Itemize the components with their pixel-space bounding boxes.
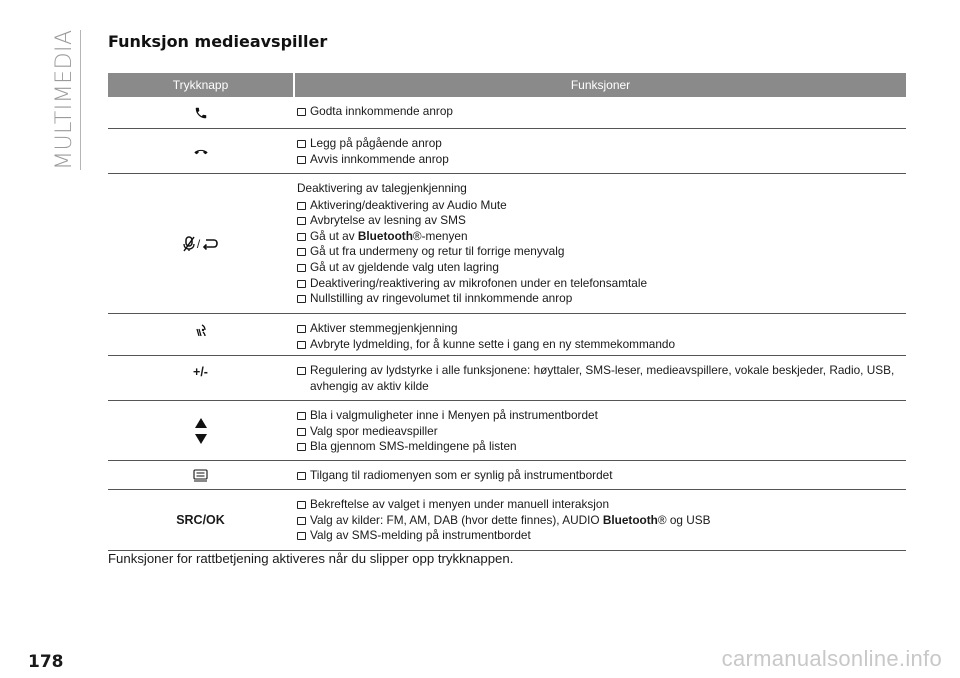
functions-cell	[293, 129, 906, 173]
table-row	[108, 461, 906, 490]
table-row	[108, 174, 906, 314]
functions-cell	[293, 401, 906, 460]
page-number: 178	[28, 652, 64, 672]
table-row	[108, 314, 906, 356]
mute-icon	[183, 236, 195, 252]
table-row	[108, 129, 906, 174]
src-ok-button-label: SRC/OK	[176, 513, 225, 527]
button-cell	[108, 490, 293, 550]
footnote: Funksjoner for rattbetjening aktiveres når du slipper opp trykknappen.	[108, 551, 514, 566]
separator: /	[196, 236, 201, 251]
bullet-icon	[297, 140, 306, 148]
bullet-icon	[297, 472, 306, 480]
list-item: Nullstilling av ringevolumet til innkommende anrop	[297, 291, 898, 307]
list-item: Gå ut av gjeldende valg uten lagring	[297, 260, 898, 276]
functions-cell	[293, 461, 906, 489]
bullet-icon	[297, 156, 306, 164]
phone-hangup-icon	[193, 146, 209, 156]
bullet-icon	[297, 295, 306, 303]
page-title: Funksjon medieavspiller	[108, 32, 328, 51]
functions-cell	[293, 490, 906, 550]
button-cell	[108, 356, 293, 400]
functions-cell	[293, 356, 906, 400]
watermark: carmanualsonline.info	[721, 646, 942, 671]
table-row	[108, 490, 906, 551]
volume-button-label: +/-	[193, 365, 208, 379]
back-icon	[202, 238, 218, 250]
row-intro: Deaktivering av talegjenkjenning	[297, 181, 467, 195]
button-cell	[108, 174, 293, 313]
bullet-icon	[297, 501, 306, 509]
button-cell	[108, 314, 293, 355]
bullet-icon	[297, 325, 306, 333]
bullet-icon	[297, 264, 306, 272]
bullet-icon	[297, 233, 306, 241]
functions-cell	[293, 314, 906, 355]
up-down-arrows-icon	[195, 418, 207, 444]
list-item: Bekreftelse av valget i menyen under manuell interaksjon	[297, 497, 898, 513]
header-button: Trykknapp	[172, 78, 229, 92]
table-row	[108, 97, 906, 129]
functions-cell	[293, 174, 906, 313]
bullet-icon	[297, 517, 306, 525]
bullet-icon	[297, 108, 306, 116]
functions-cell	[293, 97, 906, 128]
section-side-label: MULTIMEDIA	[52, 29, 77, 170]
button-cell	[108, 461, 293, 489]
list-item: Gå ut av Bluetooth®-menyen	[297, 229, 898, 245]
voice-command-icon	[194, 323, 208, 339]
list-item: Avvis innkommende anrop	[297, 152, 898, 168]
side-divider	[80, 30, 81, 170]
list-item: Bla gjennom SMS-meldingene på listen	[297, 439, 898, 455]
list-item: Valg spor medieavspiller	[297, 424, 898, 440]
table-row	[108, 356, 906, 401]
bullet-icon	[297, 532, 306, 540]
button-cell	[108, 401, 293, 460]
bullet-icon	[297, 428, 306, 436]
bullet-icon	[297, 341, 306, 349]
header-functions: Funksjoner	[293, 73, 906, 97]
list-item: Gå ut fra undermeny og retur til forrige menyvalg	[297, 244, 898, 260]
list-item: Godta innkommende anrop	[297, 104, 898, 120]
bullet-icon	[297, 412, 306, 420]
list-item: Avbrytelse av lesning av SMS	[297, 213, 898, 229]
list-item: Deaktivering/reaktivering av mikrofonen under en telefonsamtale	[297, 276, 898, 292]
button-function-table	[108, 73, 906, 551]
bullet-icon	[297, 202, 306, 210]
phone-answer-icon	[194, 106, 208, 120]
table-row	[108, 401, 906, 461]
list-item: Legg på pågående anrop	[297, 136, 898, 152]
list-item: Valg av kilder: FM, AM, DAB (hvor dette finnes), AUDIO Bluetooth® og USB	[297, 513, 898, 529]
list-item: Tilgang til radiomenyen som er synlig på instrumentbordet	[297, 468, 898, 484]
list-item: Bla i valgmuligheter inne i Menyen på instrumentbordet	[297, 408, 898, 424]
bullet-icon	[297, 443, 306, 451]
button-cell	[108, 97, 293, 128]
list-item: Regulering av lydstyrke i alle funksjonene: høyttaler, SMS-leser, medieavspillere, vokale beskjeder, Radio, USB, avhengig av aktiv kilde	[297, 363, 898, 394]
button-cell	[108, 129, 293, 173]
table-header	[108, 73, 906, 97]
bullet-icon	[297, 280, 306, 288]
list-item: Avbryte lydmelding, for å kunne sette i gang en ny stemmekommando	[297, 337, 898, 353]
bullet-icon	[297, 367, 306, 375]
radio-menu-icon	[193, 469, 208, 482]
list-item: Valg av SMS-melding på instrumentbordet	[297, 528, 898, 544]
list-item: Aktivering/deaktivering av Audio Mute	[297, 198, 898, 214]
bullet-icon	[297, 248, 306, 256]
bullet-icon	[297, 217, 306, 225]
list-item: Aktiver stemmegjenkjenning	[297, 321, 898, 337]
